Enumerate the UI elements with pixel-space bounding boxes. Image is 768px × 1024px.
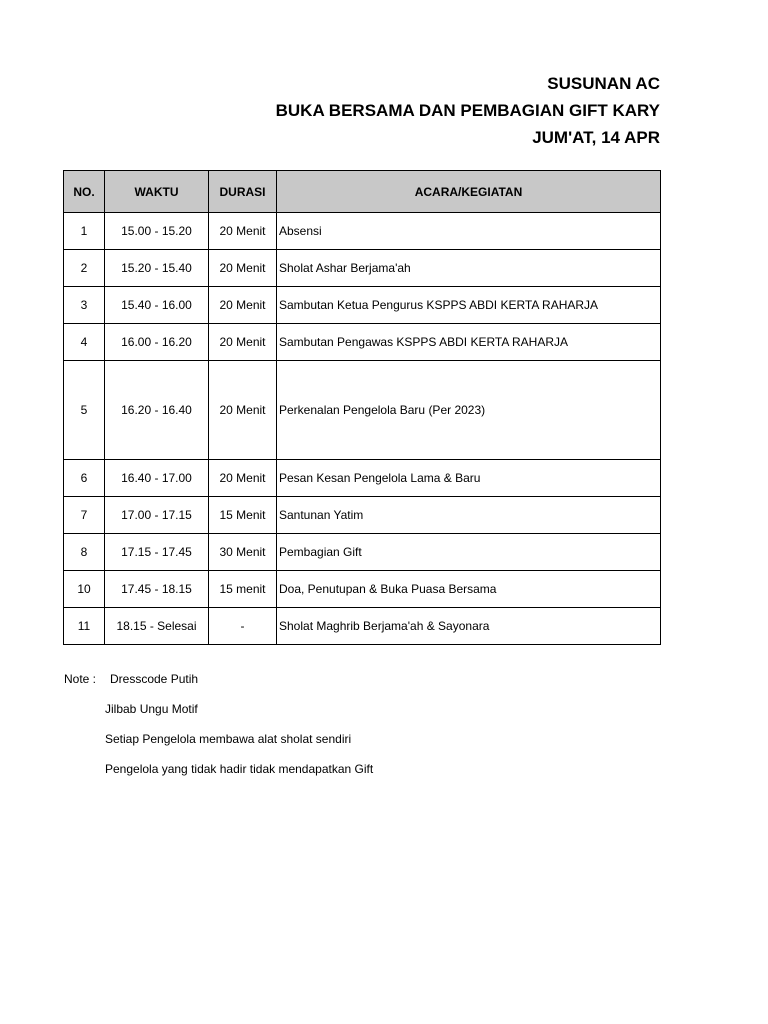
- cell-no: 8: [64, 534, 105, 571]
- table-row: [64, 534, 661, 571]
- note-item: Jilbab Ungu Motif: [105, 702, 198, 716]
- cell-waktu: 17.00 - 17.15: [105, 497, 209, 534]
- header-waktu: WAKTU: [105, 171, 209, 213]
- cell-waktu: 18.15 - Selesai: [105, 608, 209, 645]
- cell-no: 6: [64, 460, 105, 497]
- title-line-2: BUKA BERSAMA DAN PEMBAGIAN GIFT KARY: [275, 101, 660, 120]
- note-line: [64, 670, 373, 700]
- cell-durasi: 15 Menit: [209, 497, 277, 534]
- cell-waktu: 16.40 - 17.00: [105, 460, 209, 497]
- document-title: [276, 70, 660, 151]
- table-row: [64, 213, 661, 250]
- cell-durasi: 20 Menit: [209, 213, 277, 250]
- table-row: [64, 250, 661, 287]
- cell-acara: Sholat Ashar Berjama'ah: [277, 250, 661, 287]
- note-line: [64, 700, 373, 730]
- cell-durasi: 20 Menit: [209, 460, 277, 497]
- note-item: Pengelola yang tidak hadir tidak mendapatkan Gift: [105, 762, 374, 776]
- table-row: [64, 460, 661, 497]
- note-item: Dresscode Putih: [110, 672, 199, 686]
- cell-waktu: 17.45 - 18.15: [105, 571, 209, 608]
- note-line: [64, 730, 373, 760]
- cell-no: 2: [64, 250, 105, 287]
- cell-acara: Absensi: [277, 213, 661, 250]
- title-line-3: JUM'AT, 14 APR: [532, 128, 660, 147]
- table-row: [64, 497, 661, 534]
- table-row: [64, 287, 661, 324]
- cell-waktu: 16.20 - 16.40: [105, 361, 209, 460]
- table-row: [64, 361, 661, 460]
- cell-acara: Sambutan Ketua Pengurus KSPPS ABDI KERTA RAHARJA: [277, 287, 661, 324]
- cell-durasi: 20 Menit: [209, 250, 277, 287]
- cell-no: 3: [64, 287, 105, 324]
- cell-no: 11: [64, 608, 105, 645]
- cell-waktu: 15.20 - 15.40: [105, 250, 209, 287]
- cell-no: 4: [64, 324, 105, 361]
- note-item: Setiap Pengelola membawa alat sholat sendiri: [105, 732, 352, 746]
- cell-durasi: -: [209, 608, 277, 645]
- cell-no: 1: [64, 213, 105, 250]
- cell-acara: Sholat Maghrib Berjama'ah & Sayonara: [277, 608, 661, 645]
- cell-acara: Pembagian Gift: [277, 534, 661, 571]
- cell-durasi: 20 Menit: [209, 287, 277, 324]
- table-row: [64, 571, 661, 608]
- notes-section: [64, 670, 373, 790]
- table-row: [64, 324, 661, 361]
- cell-acara: Perkenalan Pengelola Baru (Per 2023): [277, 361, 661, 460]
- header-durasi: DURASI: [209, 171, 277, 213]
- cell-waktu: 16.00 - 16.20: [105, 324, 209, 361]
- note-label: Note :: [64, 672, 97, 686]
- cell-acara: Pesan Kesan Pengelola Lama & Baru: [277, 460, 661, 497]
- cell-acara: Sambutan Pengawas KSPPS ABDI KERTA RAHARJA: [277, 324, 661, 361]
- title-line-1: SUSUNAN AC: [547, 74, 660, 93]
- cell-durasi: 20 Menit: [209, 361, 277, 460]
- header-acara: ACARA/KEGIATAN: [277, 171, 661, 213]
- cell-no: 10: [64, 571, 105, 608]
- cell-durasi: 20 Menit: [209, 324, 277, 361]
- cell-no: 7: [64, 497, 105, 534]
- table-header-row: [64, 171, 661, 213]
- cell-no: 5: [64, 361, 105, 460]
- note-line: [64, 760, 373, 790]
- schedule-table: [63, 170, 661, 645]
- cell-durasi: 15 menit: [209, 571, 277, 608]
- cell-waktu: 15.00 - 15.20: [105, 213, 209, 250]
- cell-durasi: 30 Menit: [209, 534, 277, 571]
- cell-waktu: 17.15 - 17.45: [105, 534, 209, 571]
- cell-acara: Santunan Yatim: [277, 497, 661, 534]
- cell-waktu: 15.40 - 16.00: [105, 287, 209, 324]
- header-no: NO.: [64, 171, 105, 213]
- table-row: [64, 608, 661, 645]
- cell-acara: Doa, Penutupan & Buka Puasa Bersama: [277, 571, 661, 608]
